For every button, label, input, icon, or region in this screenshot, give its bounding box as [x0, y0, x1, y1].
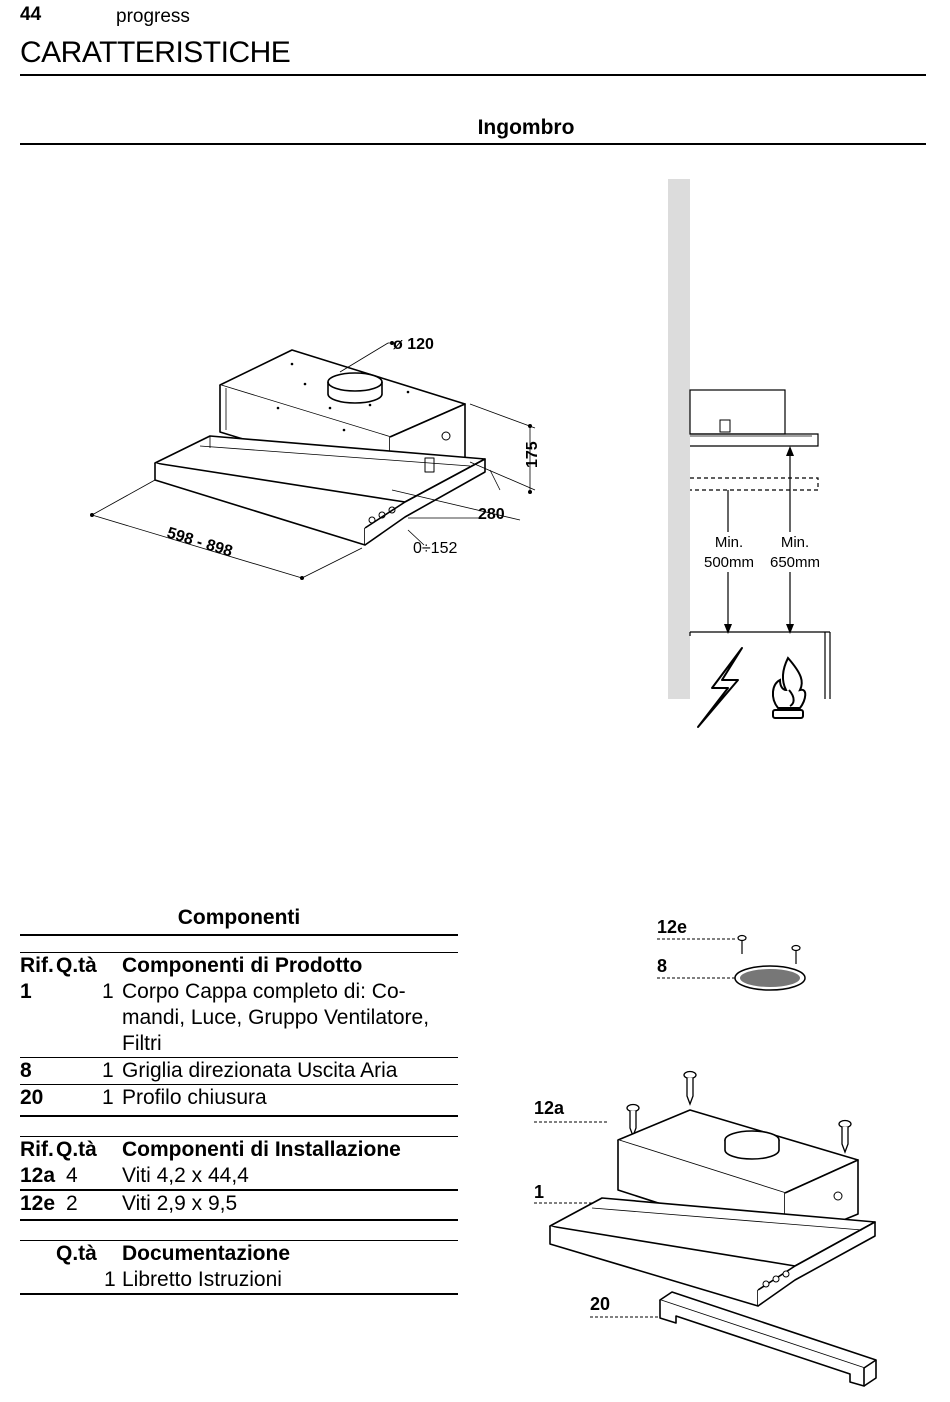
label-8: 8: [657, 956, 668, 976]
table-header-row: [20, 1241, 458, 1268]
col-desc: Componenti di Installazione: [122, 1138, 401, 1161]
row-rif: 12a: [20, 1164, 56, 1187]
closing-profile-part: [660, 1292, 876, 1386]
row-qta: 4: [66, 1164, 78, 1187]
row-rif: 1: [20, 980, 32, 1003]
row-desc: Profilo chiusura: [122, 1086, 267, 1109]
col-qta: Q.tà: [56, 1138, 97, 1161]
wall: [668, 179, 690, 699]
row-desc-line: Filtri: [122, 1032, 162, 1055]
section-title-componenti: Componenti: [177, 906, 301, 929]
col-desc: Documentazione: [122, 1242, 291, 1265]
dim-height: 175: [524, 441, 541, 468]
row-desc: Griglia direzionata Uscita Aria: [122, 1059, 398, 1082]
row-qta: 1: [102, 1059, 114, 1082]
row-desc: Viti 2,9 x 9,5: [122, 1192, 238, 1215]
table-row: [20, 1085, 458, 1117]
hood-dimensions-drawing: [0, 150, 650, 600]
table-header-row: [20, 953, 458, 980]
col-qta: Q.tà: [56, 954, 97, 977]
page-number: 44: [20, 4, 42, 25]
installation-components-table: [20, 1136, 458, 1221]
row-qta: 1: [104, 1268, 116, 1291]
row-qta: 1: [102, 980, 114, 1003]
col-rif: Rif.: [20, 954, 54, 977]
hood-body-part: [550, 1110, 875, 1306]
product-components-table: [20, 952, 458, 1117]
lightning-icon: [698, 648, 742, 727]
row-rif: 20: [20, 1086, 44, 1109]
row-qta: 2: [66, 1192, 78, 1215]
exploded-view-drawing: [520, 905, 900, 1395]
col-qta: Q.tà: [56, 1242, 97, 1265]
label-12e: 12e: [657, 917, 688, 937]
componenti-rule: [20, 934, 458, 936]
page-title: CARATTERISTICHE: [20, 36, 291, 69]
table-row: [20, 1190, 458, 1220]
flame-icon: [773, 658, 805, 718]
dim-width: 598 - 898: [164, 524, 235, 561]
table-header-row: [20, 1137, 458, 1164]
electric-min-label: Min.: [714, 534, 744, 551]
clearance-drawing: [650, 170, 850, 735]
label-12a: 12a: [534, 1098, 565, 1118]
dim-extension: 0÷152: [413, 540, 458, 557]
row-desc: [122, 979, 458, 1058]
table-row: [20, 979, 458, 1058]
table-row: [20, 1058, 458, 1085]
gas-min-value: 650mm: [769, 554, 821, 571]
dim-depth: 280: [478, 506, 505, 523]
documentation-table: [20, 1240, 458, 1295]
row-desc-line: mandi, Luce, Gruppo Ventilatore,: [122, 1006, 430, 1029]
ingombro-rule: [20, 143, 926, 145]
col-rif: Rif.: [20, 1138, 54, 1161]
section-title-ingombro: Ingombro: [477, 116, 575, 139]
label-1: 1: [534, 1182, 545, 1202]
row-rif: 8: [20, 1059, 32, 1082]
grille-part: [735, 966, 805, 990]
row-desc-line: Corpo Cappa completo di: Co-: [122, 980, 406, 1003]
gas-min-label: Min.: [780, 534, 810, 551]
row-rif: 12e: [20, 1192, 56, 1215]
electric-min-value: 500mm: [703, 554, 755, 571]
col-desc: Componenti di Prodotto: [122, 954, 363, 977]
row-qta: 1: [102, 1086, 114, 1109]
row-desc: Libretto Istruzioni: [122, 1268, 282, 1291]
dim-diameter: ø 120: [393, 336, 434, 353]
table-row: [20, 1163, 458, 1190]
row-desc: Viti 4,2 x 44,4: [122, 1164, 249, 1187]
table-row: [20, 1267, 458, 1294]
title-rule: [20, 74, 926, 76]
brand-name: progress: [116, 6, 190, 27]
label-20: 20: [590, 1294, 611, 1314]
